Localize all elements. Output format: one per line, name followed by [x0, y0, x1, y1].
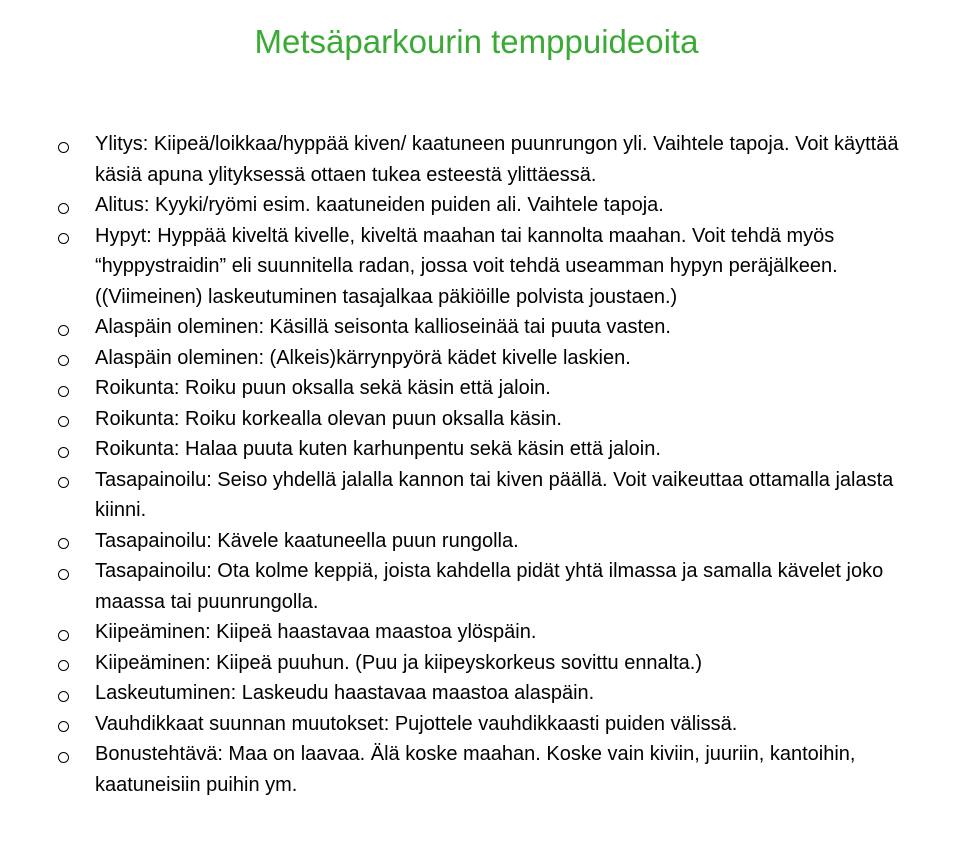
list-item	[58, 373, 908, 404]
circle-bullet-icon	[58, 434, 72, 465]
circle-bullet-icon	[58, 678, 72, 709]
circle-bullet-icon	[58, 129, 72, 160]
list-item-text: Kiipeäminen: Kiipeä haastavaa maastoa ylöspäin.	[95, 621, 537, 643]
list-item	[58, 190, 908, 221]
list-item-text: Kiipeäminen: Kiipeä puuhun. (Puu ja kiipeyskorkeus sovittu ennalta.)	[95, 651, 703, 674]
list-item-text: Hypyt: Hyppää kiveltä kivelle, kiveltä maahan tai kannolta maahan. Voit tehdä myös “hyppystraidin” eli suunnitella radan, jossa voit tehdä useamman hypyn peräjälkeen. ((Viimeinen) laskeutuminen tasajalkaa päkiöille polvista joustaen.)	[95, 224, 838, 308]
circle-bullet-icon	[58, 556, 72, 587]
trick-list	[58, 129, 908, 800]
list-item-text: Alitus: Kyyki/ryömi esim. kaatuneiden puiden ali. Vaihtele tapoja.	[95, 194, 664, 216]
list-item-text: Alaspäin oleminen: (Alkeis)kärrynpyörä kädet kivelle laskien.	[95, 346, 631, 369]
list-item	[58, 404, 908, 435]
list-item-text: Bonustehtävä: Maa on laavaa. Älä koske maahan. Koske vain kiviin, juuriin, kantoihin, kaatuneisiin puihin ym.	[95, 743, 856, 796]
list-item-text: Roikunta: Roiku korkealla olevan puun oksalla käsin.	[95, 407, 562, 430]
list-item	[58, 343, 908, 374]
list-item-text: Laskeutuminen: Laskeudu haastavaa maastoa alaspäin.	[95, 682, 595, 704]
list-item-text: Roikunta: Halaa puuta kuten karhunpentu sekä käsin että jaloin.	[95, 438, 661, 460]
circle-bullet-icon	[58, 312, 72, 343]
circle-bullet-icon	[58, 404, 72, 435]
list-item	[58, 709, 908, 740]
list-item-text: Roikunta: Roiku puun oksalla sekä käsin että jaloin.	[95, 377, 551, 399]
list-item	[58, 617, 908, 648]
circle-bullet-icon	[58, 739, 72, 770]
circle-bullet-icon	[58, 526, 72, 557]
list-item	[58, 129, 908, 190]
list-item	[58, 221, 908, 313]
circle-bullet-icon	[58, 221, 72, 252]
circle-bullet-icon	[58, 648, 72, 679]
list-item-text: Tasapainoilu: Kävele kaatuneella puun rungolla.	[95, 529, 519, 552]
list-item	[58, 434, 908, 465]
list-item	[58, 526, 908, 557]
circle-bullet-icon	[58, 373, 72, 404]
list-item	[58, 678, 908, 709]
circle-bullet-icon	[58, 617, 72, 648]
list-item	[58, 739, 908, 800]
list-item	[58, 312, 908, 343]
circle-bullet-icon	[58, 343, 72, 374]
circle-bullet-icon	[58, 709, 72, 740]
list-item-text: Alaspäin oleminen: Käsillä seisonta kallioseinää tai puuta vasten.	[95, 316, 671, 338]
circle-bullet-icon	[58, 190, 72, 221]
circle-bullet-icon	[58, 465, 72, 496]
list-item	[58, 556, 908, 617]
list-item-text: Ylitys: Kiipeä/loikkaa/hyppää kiven/ kaatuneen puunrungon yli. Vaihtele tapoja. Voit käyttää käsiä apuna ylityksessä ottaen tukea esteestä ylittäessä.	[95, 133, 899, 186]
page-title: Metsäparkourin temppuideoita	[254, 23, 699, 60]
list-item	[58, 648, 908, 679]
list-item	[58, 465, 908, 526]
list-item-text: Vauhdikkaat suunnan muutokset: Pujottele vauhdikkaasti puiden välissä.	[95, 712, 738, 735]
list-item-text: Tasapainoilu: Ota kolme keppiä, joista kahdella pidät yhtä ilmassa ja samalla kävelet joko maassa tai puunrungolla.	[95, 560, 884, 613]
list-item-text: Tasapainoilu: Seiso yhdellä jalalla kannon tai kiven päällä. Voit vaikeuttaa ottamalla jalasta kiinni.	[95, 468, 894, 521]
